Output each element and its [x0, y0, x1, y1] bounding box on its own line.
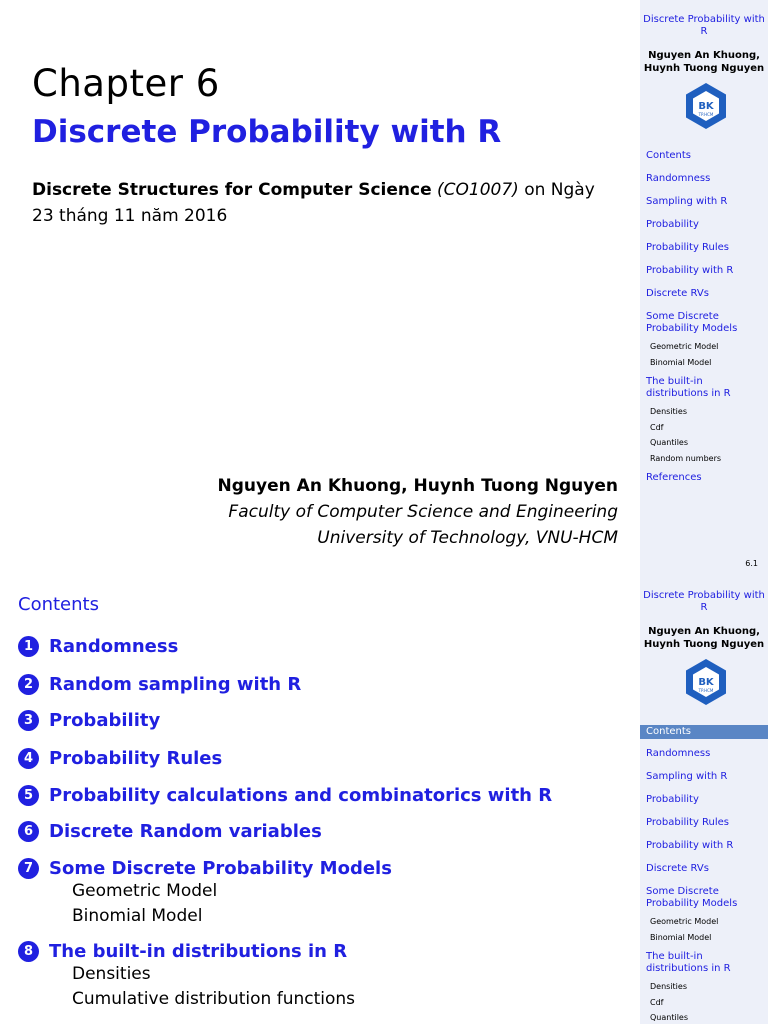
- date-prefix: on Ngày: [524, 180, 595, 200]
- sidebar-item-builtin[interactable]: The built-in distributions in R: [646, 951, 731, 974]
- sidebar-item-discrete-rvs[interactable]: Discrete RVs: [646, 863, 709, 874]
- sidebar-item-discrete-rvs[interactable]: Discrete RVs: [646, 288, 709, 299]
- logo-subtext: TP.HCM: [698, 112, 714, 117]
- toc-number-badge: 6: [18, 821, 39, 842]
- table-of-contents: [18, 636, 618, 1012]
- toc-label: Randomness: [49, 636, 179, 657]
- logo-text: BK: [698, 101, 714, 112]
- sidebar-author-2: Huynh Tuong Nguyen: [643, 63, 765, 74]
- sidebar-sub-binomial[interactable]: Binomial Model: [650, 357, 712, 367]
- presentation-date: 23 tháng 11 năm 2016: [32, 206, 228, 226]
- sidebar-sub-binomial[interactable]: Binomial Model: [650, 932, 712, 942]
- sidebar-item-builtin[interactable]: The built-in distributions in R: [646, 376, 731, 399]
- toc-number-badge: 4: [18, 748, 39, 769]
- sidebar-author-1: Nguyen An Khuong,: [648, 626, 760, 637]
- sidebar: [640, 576, 768, 1024]
- toc-item-probability[interactable]: [18, 710, 618, 731]
- toc-number-badge: 2: [18, 674, 39, 695]
- toc-item-discrete-rv[interactable]: [18, 821, 618, 842]
- toc-item-models[interactable]: [18, 858, 618, 879]
- sidebar-item-models[interactable]: Some Discrete Probability Models: [646, 886, 738, 909]
- toc-sub-cdf[interactable]: Cumulative distribution functions: [72, 989, 356, 1009]
- course-subtitle: [32, 177, 622, 229]
- sidebar-item-probability[interactable]: Probability: [646, 219, 699, 230]
- sidebar-sub-random-numbers[interactable]: Random numbers: [650, 453, 722, 463]
- author-names: Nguyen An Khuong, Huynh Tuong Nguyen: [217, 476, 618, 496]
- toc-sub-binomial[interactable]: Binomial Model: [72, 906, 203, 926]
- toc-number-badge: 8: [18, 941, 39, 962]
- sidebar-sub-geometric[interactable]: Geometric Model: [650, 342, 719, 351]
- toc-label: Some Discrete Probability Models: [49, 858, 392, 879]
- university-logo-icon: [681, 81, 731, 131]
- sidebar-sub-quantiles[interactable]: Quantiles: [650, 1013, 689, 1022]
- sidebar-sub-densities[interactable]: Densities: [650, 982, 687, 991]
- toc-sub-geometric[interactable]: Geometric Model: [72, 881, 218, 901]
- sidebar-item-references[interactable]: References: [646, 472, 702, 483]
- sidebar-sub-densities[interactable]: Densities: [650, 407, 687, 416]
- university-name: University of Technology, VNU-HCM: [317, 528, 618, 548]
- author-block: [218, 473, 618, 551]
- sidebar-item-contents[interactable]: Contents: [640, 725, 768, 739]
- sidebar-item-probability-rules[interactable]: Probability Rules: [646, 242, 730, 253]
- sidebar-item-probability-with-r[interactable]: Probability with R: [646, 840, 734, 851]
- toc-item-probability-rules[interactable]: [18, 748, 618, 769]
- sidebar-nav: [640, 150, 768, 495]
- sidebar-sub-cdf[interactable]: Cdf: [650, 997, 664, 1007]
- logo-text: BK: [698, 677, 714, 688]
- course-code: (CO1007): [437, 180, 519, 200]
- sidebar-item-sampling[interactable]: Sampling with R: [646, 771, 728, 782]
- toc-item-builtin[interactable]: [18, 941, 618, 962]
- sidebar-author-2: Huynh Tuong Nguyen: [643, 639, 765, 650]
- sidebar-title[interactable]: Discrete Probability with R: [643, 590, 765, 613]
- toc-item-calculations[interactable]: [18, 785, 618, 806]
- sidebar-item-probability-rules[interactable]: Probability Rules: [646, 817, 730, 828]
- toc-item-randomness[interactable]: [18, 636, 618, 657]
- sidebar-sub-geometric[interactable]: Geometric Model: [650, 917, 719, 926]
- faculty-name: Faculty of Computer Science and Engineering: [228, 502, 618, 522]
- toc-label: Probability calculations and combinatorics with R: [49, 785, 553, 806]
- contents-slide: [0, 576, 768, 1024]
- sidebar-sub-quantiles[interactable]: Quantiles: [650, 438, 689, 447]
- sidebar-item-probability[interactable]: Probability: [646, 794, 699, 805]
- logo-subtext: TP.HCM: [698, 688, 714, 693]
- sidebar: [640, 0, 768, 576]
- chapter-label: Chapter 6: [32, 62, 220, 105]
- sidebar-authors: [640, 625, 768, 651]
- sidebar-item-contents[interactable]: Contents: [646, 150, 691, 161]
- university-logo-icon: [681, 657, 731, 707]
- toc-label: Probability: [49, 710, 161, 731]
- toc-label: Probability Rules: [49, 748, 223, 769]
- toc-item-sampling[interactable]: [18, 674, 618, 695]
- sidebar-title[interactable]: Discrete Probability with R: [643, 14, 765, 37]
- toc-sub-densities[interactable]: Densities: [72, 964, 151, 984]
- toc-label: Random sampling with R: [49, 674, 302, 695]
- sidebar-authors: [640, 49, 768, 75]
- sidebar-item-sampling[interactable]: Sampling with R: [646, 196, 728, 207]
- sidebar-item-probability-with-r[interactable]: Probability with R: [646, 265, 734, 276]
- slide-title: Discrete Probability with R: [32, 114, 502, 150]
- sidebar-author-1: Nguyen An Khuong,: [648, 50, 760, 61]
- toc-number-badge: 3: [18, 710, 39, 731]
- toc-number-badge: 7: [18, 858, 39, 879]
- toc-number-badge: 5: [18, 785, 39, 806]
- sidebar-item-randomness[interactable]: Randomness: [646, 173, 711, 184]
- course-name: Discrete Structures for Computer Science: [32, 180, 432, 200]
- toc-number-badge: 1: [18, 636, 39, 657]
- toc-label: The built-in distributions in R: [49, 941, 348, 962]
- sidebar-nav: [640, 725, 768, 1024]
- sidebar-item-randomness[interactable]: Randomness: [646, 748, 711, 759]
- page-number: 6.1: [745, 559, 758, 568]
- toc-label: Discrete Random variables: [49, 821, 322, 842]
- sidebar-sub-cdf[interactable]: Cdf: [650, 422, 664, 432]
- contents-heading: Contents: [18, 594, 99, 615]
- sidebar-item-models[interactable]: Some Discrete Probability Models: [646, 311, 738, 334]
